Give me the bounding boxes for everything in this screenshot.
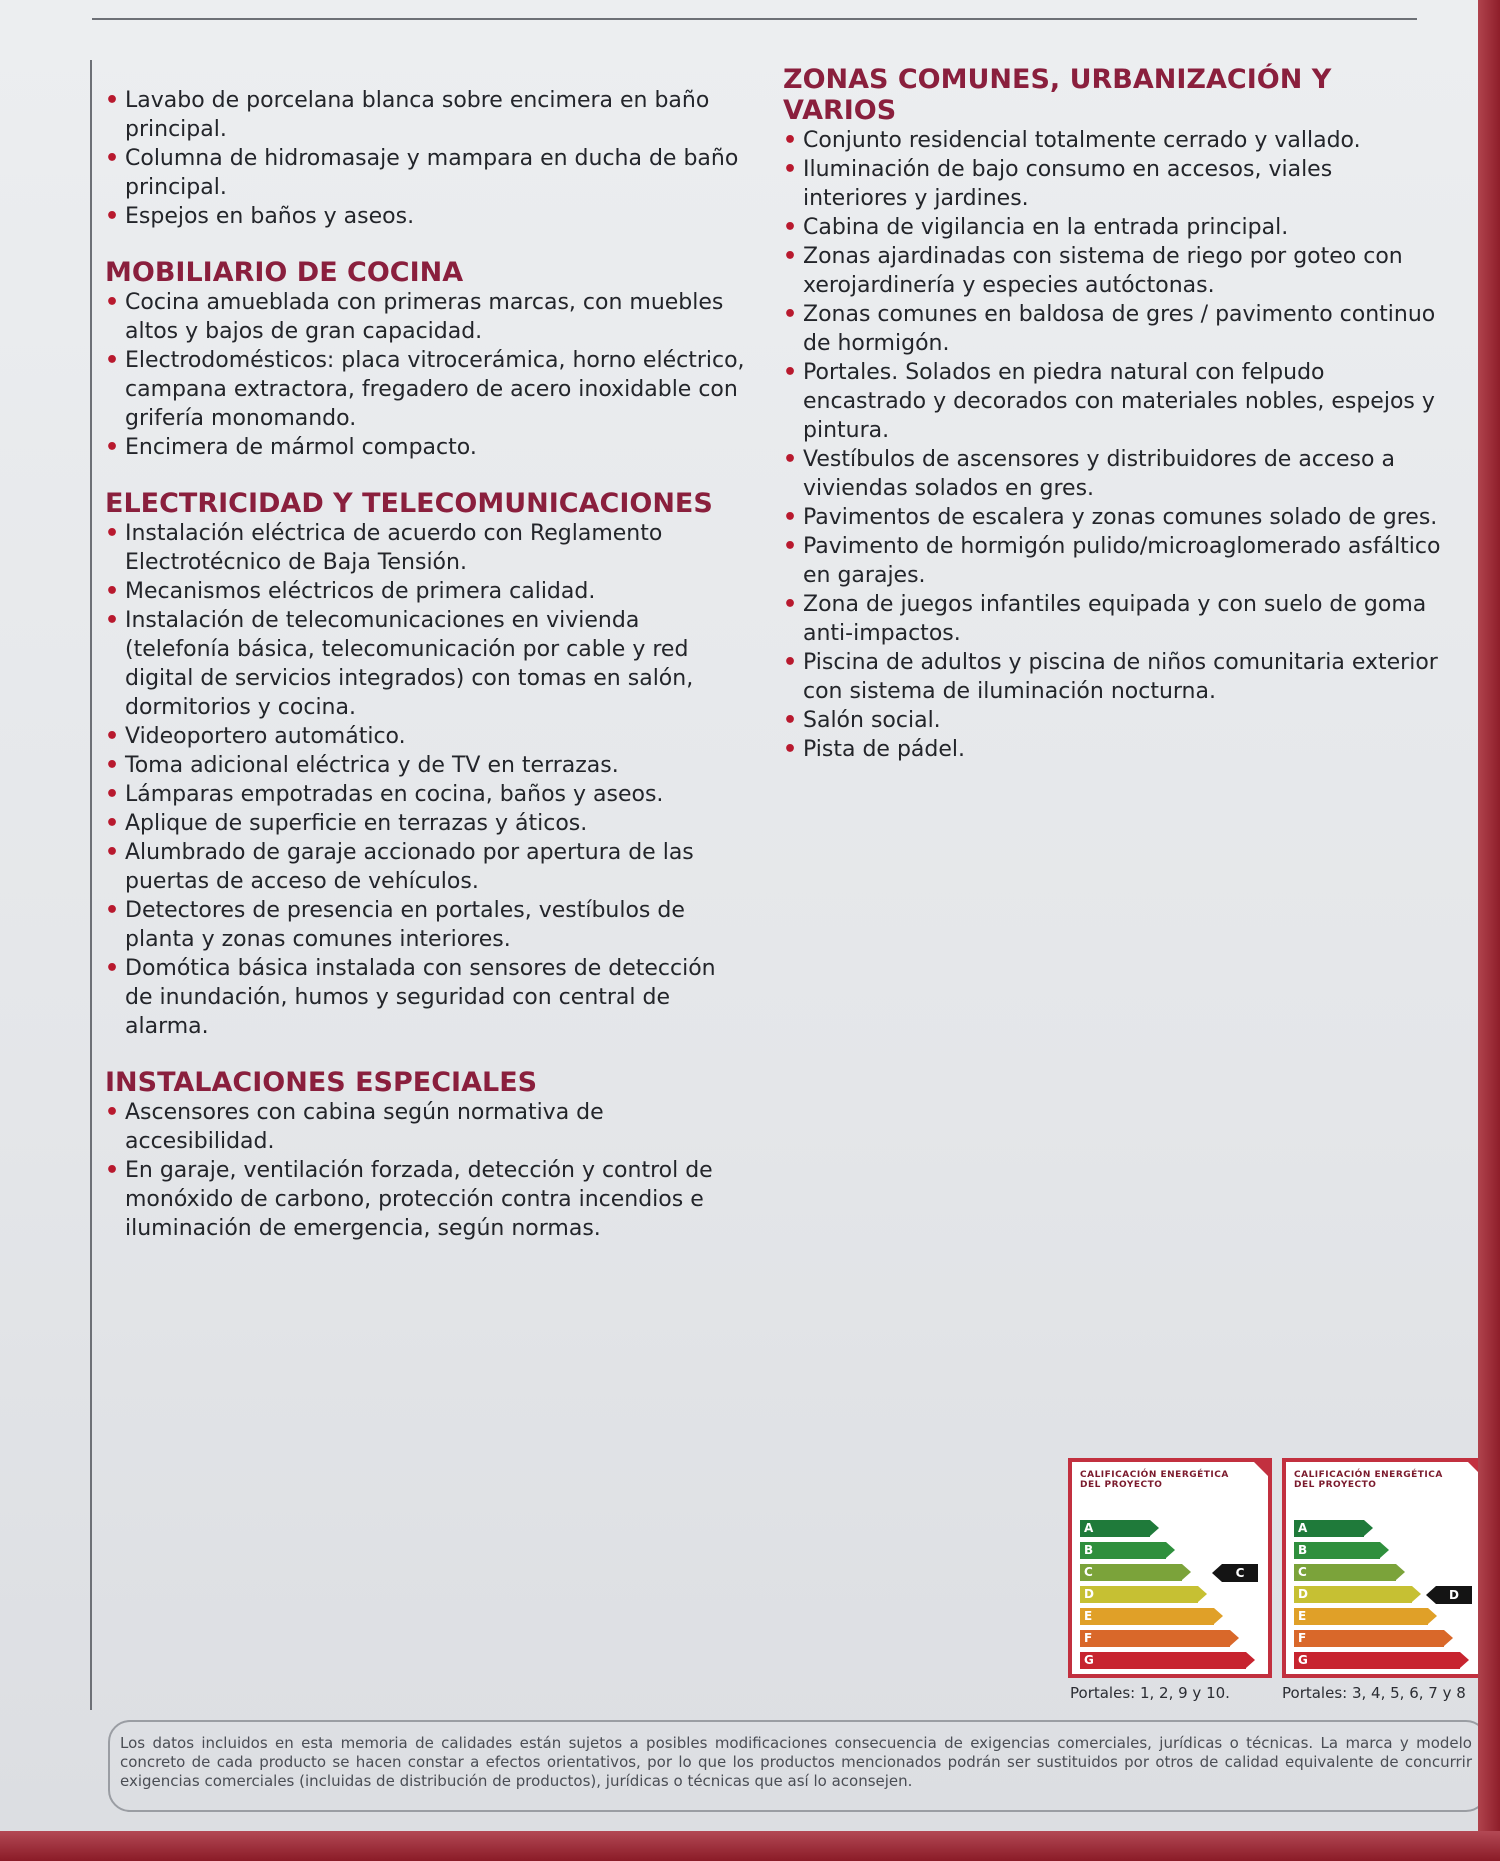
list-item: • Columna de hidromasaje y mampara en ducha de baño principal. <box>105 144 750 202</box>
list-item: • Alumbrado de garaje accionado por apertura de las puertas de acceso de vehículos. <box>105 838 750 896</box>
energy-label-card <box>1282 1458 1486 1678</box>
red-page-edge <box>1478 0 1500 1861</box>
energy-label-title-text: CALIFICACIÓN ENERGÉTICA <box>1294 1470 1443 1480</box>
list-item: • Lavabo de porcelana blanca sobre encimera en baño principal. <box>105 86 750 144</box>
section-title-special-installations: INSTALACIONES ESPECIALES <box>105 1067 538 1098</box>
energy-label-subtitle-text: DEL PROYECTO <box>1294 1480 1377 1490</box>
list-item: • Piscina de adultos y piscina de niños comunitaria exterior con sistema de iluminación nocturna. <box>783 648 1443 706</box>
list-item: • En garaje, ventilación forzada, detección y control de monóxido de carbono, protección contra incendios e iluminación de emergencia, según normas. <box>105 1156 750 1243</box>
special-installations-section <box>105 1067 750 1243</box>
list-item: • Domótica básica instalada con sensores de detección de inundación, humos y seguridad con central de alarma. <box>105 954 750 1041</box>
list-item: • Zona de juegos infantiles equipada y con suelo de goma anti-impactos. <box>783 590 1443 648</box>
grade-bar-g: G <box>1294 1652 1460 1669</box>
left-column <box>105 64 750 1269</box>
list-item: • Mecanismos eléctricos de primera calidad. <box>105 577 750 606</box>
grade-bar-c: C <box>1294 1564 1396 1581</box>
list-item: • Electrodomésticos: placa vitrocerámica, horno eléctrico, campana extractora, fregadero de acero inoxidable con grifería monomando. <box>105 346 750 433</box>
portal-caption: Portales: 3, 4, 5, 6, 7 y 8 <box>1282 1684 1466 1702</box>
list-item: • Pavimento de hormigón pulido/microaglomerado asfáltico en garajes. <box>783 532 1443 590</box>
bathroom-list <box>105 86 750 231</box>
list-item: • Pista de pádel. <box>783 735 1443 764</box>
list-item: • Instalación eléctrica de acuerdo con Reglamento Electrotécnico de Baja Tensión. <box>105 519 750 577</box>
list-item: • Espejos en baños y aseos. <box>105 202 750 231</box>
list-item: • Detectores de presencia en portales, vestíbulos de planta y zonas comunes interiores. <box>105 896 750 954</box>
left-divider <box>90 60 92 1710</box>
energy-label-card <box>1068 1458 1272 1678</box>
kitchen-section <box>105 257 750 462</box>
list-item: • Videoportero automático. <box>105 722 750 751</box>
energy-label-title <box>1294 1470 1443 1490</box>
list-item: • Pavimentos de escalera y zonas comunes solado de gres. <box>783 503 1443 532</box>
energy-label-title <box>1080 1470 1229 1490</box>
kitchen-list <box>105 288 750 462</box>
list-item: • Portales. Solados en piedra natural con felpudo encastrado y decorados con materiales nobles, espejos y pintura. <box>783 358 1443 445</box>
energy-label-title-text: CALIFICACIÓN ENERGÉTICA <box>1080 1470 1229 1480</box>
grade-bar-f: F <box>1294 1630 1444 1647</box>
grade-bar-d: D <box>1294 1586 1412 1603</box>
grade-bar-c: C <box>1080 1564 1182 1581</box>
legal-disclaimer: Los datos incluidos en esta memoria de calidades están sujetos a posibles modificaciones consecuencia de exigencias comerciales, jurídicas o técnicas. La marca y modelo concreto de cada producto se hacen constar a efectos orientativos, por lo que los productos mencionados podrán ser sustituidos por otros de calidad equivalente de concurrir exigencias comerciales (incluidas de distribución de productos), jurídicas o técnicas que así lo aconsejen. <box>108 1720 1488 1812</box>
list-item: • Zonas comunes en baldosa de gres / pavimento continuo de hormigón. <box>783 300 1443 358</box>
list-item: • Iluminación de bajo consumo en accesos, viales interiores y jardines. <box>783 155 1443 213</box>
list-item: • Zonas ajardinadas con sistema de riego por goteo con xerojardinería y especies autóctonas. <box>783 242 1443 300</box>
list-item: • Instalación de telecomunicaciones en vivienda (telefonía básica, telecomunicación por cable y red digital de servicios integrados) con tomas en salón, dormitorios y cocina. <box>105 606 750 722</box>
common-areas-section <box>783 64 1443 764</box>
list-item: • Lámparas empotradas en cocina, baños y aseos. <box>105 780 750 809</box>
grade-bar-b: B <box>1294 1542 1380 1559</box>
special-installations-list <box>105 1098 750 1243</box>
grade-bar-d: D <box>1080 1586 1198 1603</box>
list-item: • Cocina amueblada con primeras marcas, con muebles altos y bajos de gran capacidad. <box>105 288 750 346</box>
list-item: • Salón social. <box>783 706 1443 735</box>
list-item: • Aplique de superficie en terrazas y áticos. <box>105 809 750 838</box>
red-page-edge-bottom <box>0 1831 1500 1861</box>
grade-bar-b: B <box>1080 1542 1166 1559</box>
rating-indicator: C <box>1222 1564 1258 1582</box>
grade-bar-a: A <box>1080 1520 1150 1537</box>
bathroom-section <box>105 86 750 231</box>
right-column <box>783 64 1443 790</box>
card-corner-decoration <box>1250 1458 1272 1480</box>
rating-indicator: D <box>1436 1586 1472 1604</box>
portal-caption: Portales: 1, 2, 9 y 10. <box>1070 1684 1230 1702</box>
grade-bar-g: G <box>1080 1652 1246 1669</box>
electricity-section <box>105 488 750 1041</box>
list-item: • Conjunto residencial totalmente cerrado y vallado. <box>783 126 1443 155</box>
grade-bar-f: F <box>1080 1630 1230 1647</box>
list-item: • Cabina de vigilancia en la entrada principal. <box>783 213 1443 242</box>
grade-bar-e: E <box>1080 1608 1214 1625</box>
grade-bar-e: E <box>1294 1608 1428 1625</box>
energy-label-subtitle-text: DEL PROYECTO <box>1080 1480 1163 1490</box>
section-title-electricity: ELECTRICIDAD Y TELECOMUNICACIONES <box>105 488 713 519</box>
grade-bar-a: A <box>1294 1520 1364 1537</box>
top-divider <box>92 18 1417 20</box>
section-title-common-areas: ZONAS COMUNES, URBANIZACIÓN Y VARIOS <box>783 64 1332 126</box>
list-item: • Vestíbulos de ascensores y distribuidores de acceso a viviendas solados en gres. <box>783 445 1443 503</box>
common-areas-list <box>783 126 1443 764</box>
section-title-kitchen: MOBILIARIO DE COCINA <box>105 257 464 288</box>
list-item: • Encimera de mármol compacto. <box>105 433 750 462</box>
list-item: • Ascensores con cabina según normativa de accesibilidad. <box>105 1098 750 1156</box>
energy-labels <box>1068 1458 1488 1702</box>
list-item: • Toma adicional eléctrica y de TV en terrazas. <box>105 751 750 780</box>
electricity-list <box>105 519 750 1041</box>
